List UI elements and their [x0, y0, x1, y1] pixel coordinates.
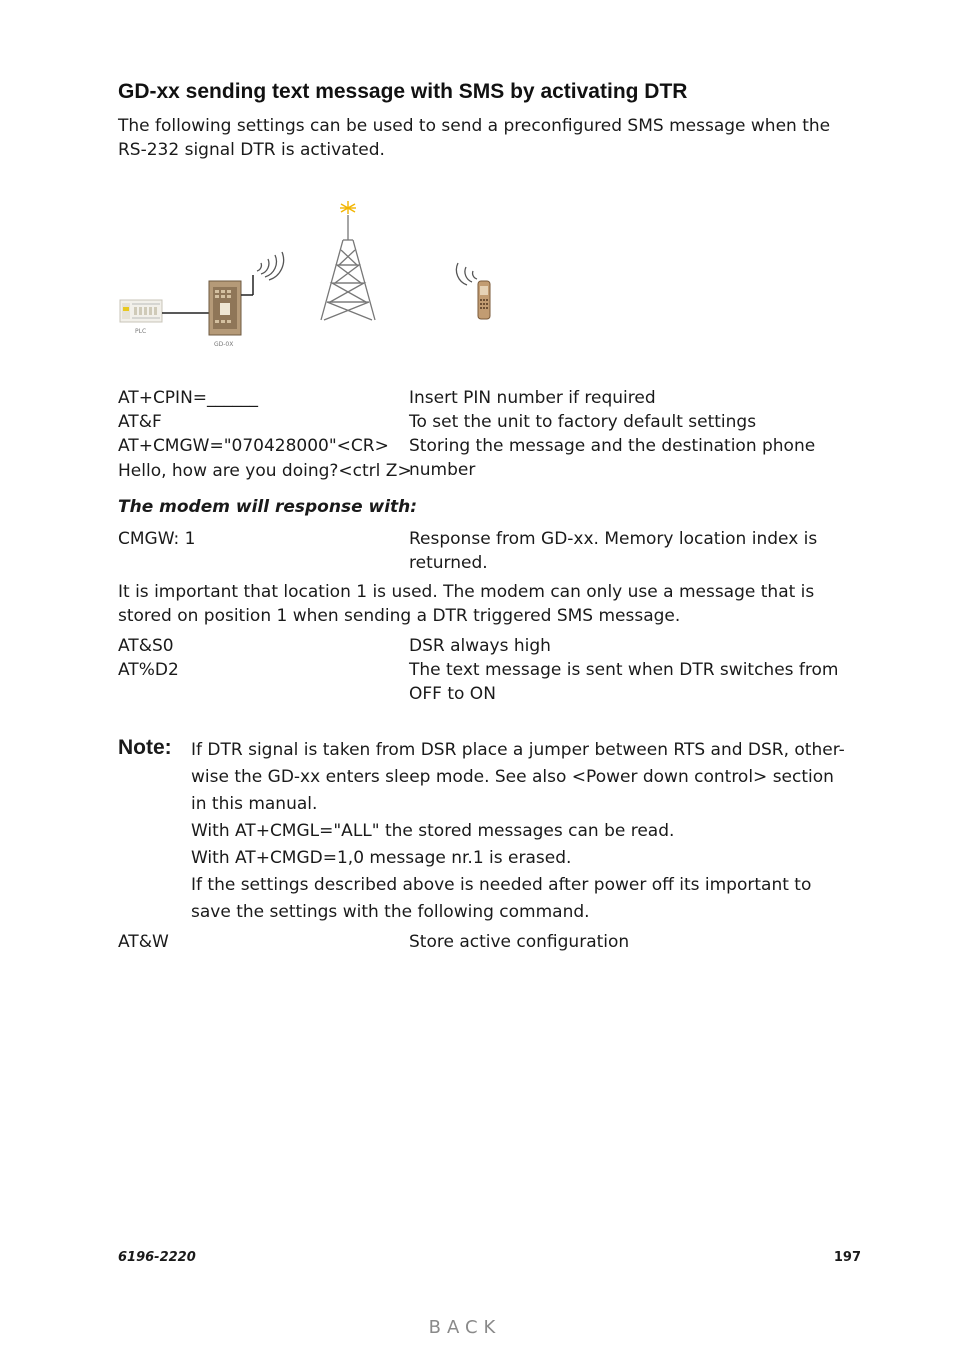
command-description: To set the unit to factory default settings	[409, 412, 757, 432]
location-paragraph: It is important that location 1 is used. The modem can only use a message that is stored on position 1 when sending a DTR triggered SMS message.	[118, 582, 815, 626]
note-line: If DTR signal is taken from DSR place a jumper between RTS and DSR, other-wise the GD-xx enters sleep mode. See also <Power down control> section in this manual.	[191, 740, 845, 814]
response-text: CMGW: 1	[118, 529, 196, 549]
plc-label: PLC	[135, 328, 147, 335]
intro-paragraph: The following settings can be used to send a preconfigured SMS message when the RS-232 signal DTR is activated.	[118, 116, 831, 160]
response-row	[118, 527, 863, 575]
note-body	[191, 737, 853, 926]
note-label: Note:	[118, 736, 172, 759]
network-illustration	[110, 195, 530, 355]
note-line: If the settings described above is needed after power off its important to save the settings with the following command.	[191, 875, 812, 922]
command-text: AT+CMGW="070428000"<CR>	[118, 436, 389, 456]
page-heading: GD-xx sending text message with SMS by activating DTR	[118, 80, 688, 103]
phone-signal-icon	[456, 263, 477, 285]
command-text: Hello, how are you doing?<ctrl Z>	[118, 461, 412, 481]
gd-modem-icon	[209, 275, 253, 335]
page-number: 197	[833, 1250, 861, 1265]
command-description: The text message is sent when DTR switches from OFF to ON	[409, 660, 839, 704]
command-description: Storing the message and the destination phone number	[409, 436, 816, 480]
response-heading: The modem will response with:	[118, 497, 418, 517]
command-text: AT&F	[118, 412, 162, 432]
modem-label: GD-0X	[214, 341, 234, 348]
command-description: DSR always high	[409, 636, 551, 656]
note-line: With AT+CMGD=1,0 message nr.1 is erased.	[191, 848, 572, 868]
command-text: AT%D2	[118, 660, 179, 680]
command-description: Store active configuration	[409, 932, 630, 952]
cell-tower-icon	[321, 215, 375, 320]
response-description: Response from GD-xx. Memory location index is returned.	[409, 529, 818, 573]
modem-signal-icon	[257, 252, 284, 280]
document-number: 6196-2220	[118, 1250, 196, 1265]
tower-signal-spark-icon	[340, 201, 356, 214]
command-text: AT+CPIN=______	[118, 388, 259, 408]
plc-device-icon	[120, 300, 162, 322]
note-line: With AT+CMGL="ALL" the stored messages can be read.	[191, 821, 675, 841]
mobile-phone-icon	[478, 281, 490, 319]
back-link[interactable]: BACK	[428, 1317, 502, 1338]
command-text: AT&W	[118, 932, 169, 952]
command-text: AT&S0	[118, 636, 174, 656]
command-description: Insert PIN number if required	[409, 388, 656, 408]
